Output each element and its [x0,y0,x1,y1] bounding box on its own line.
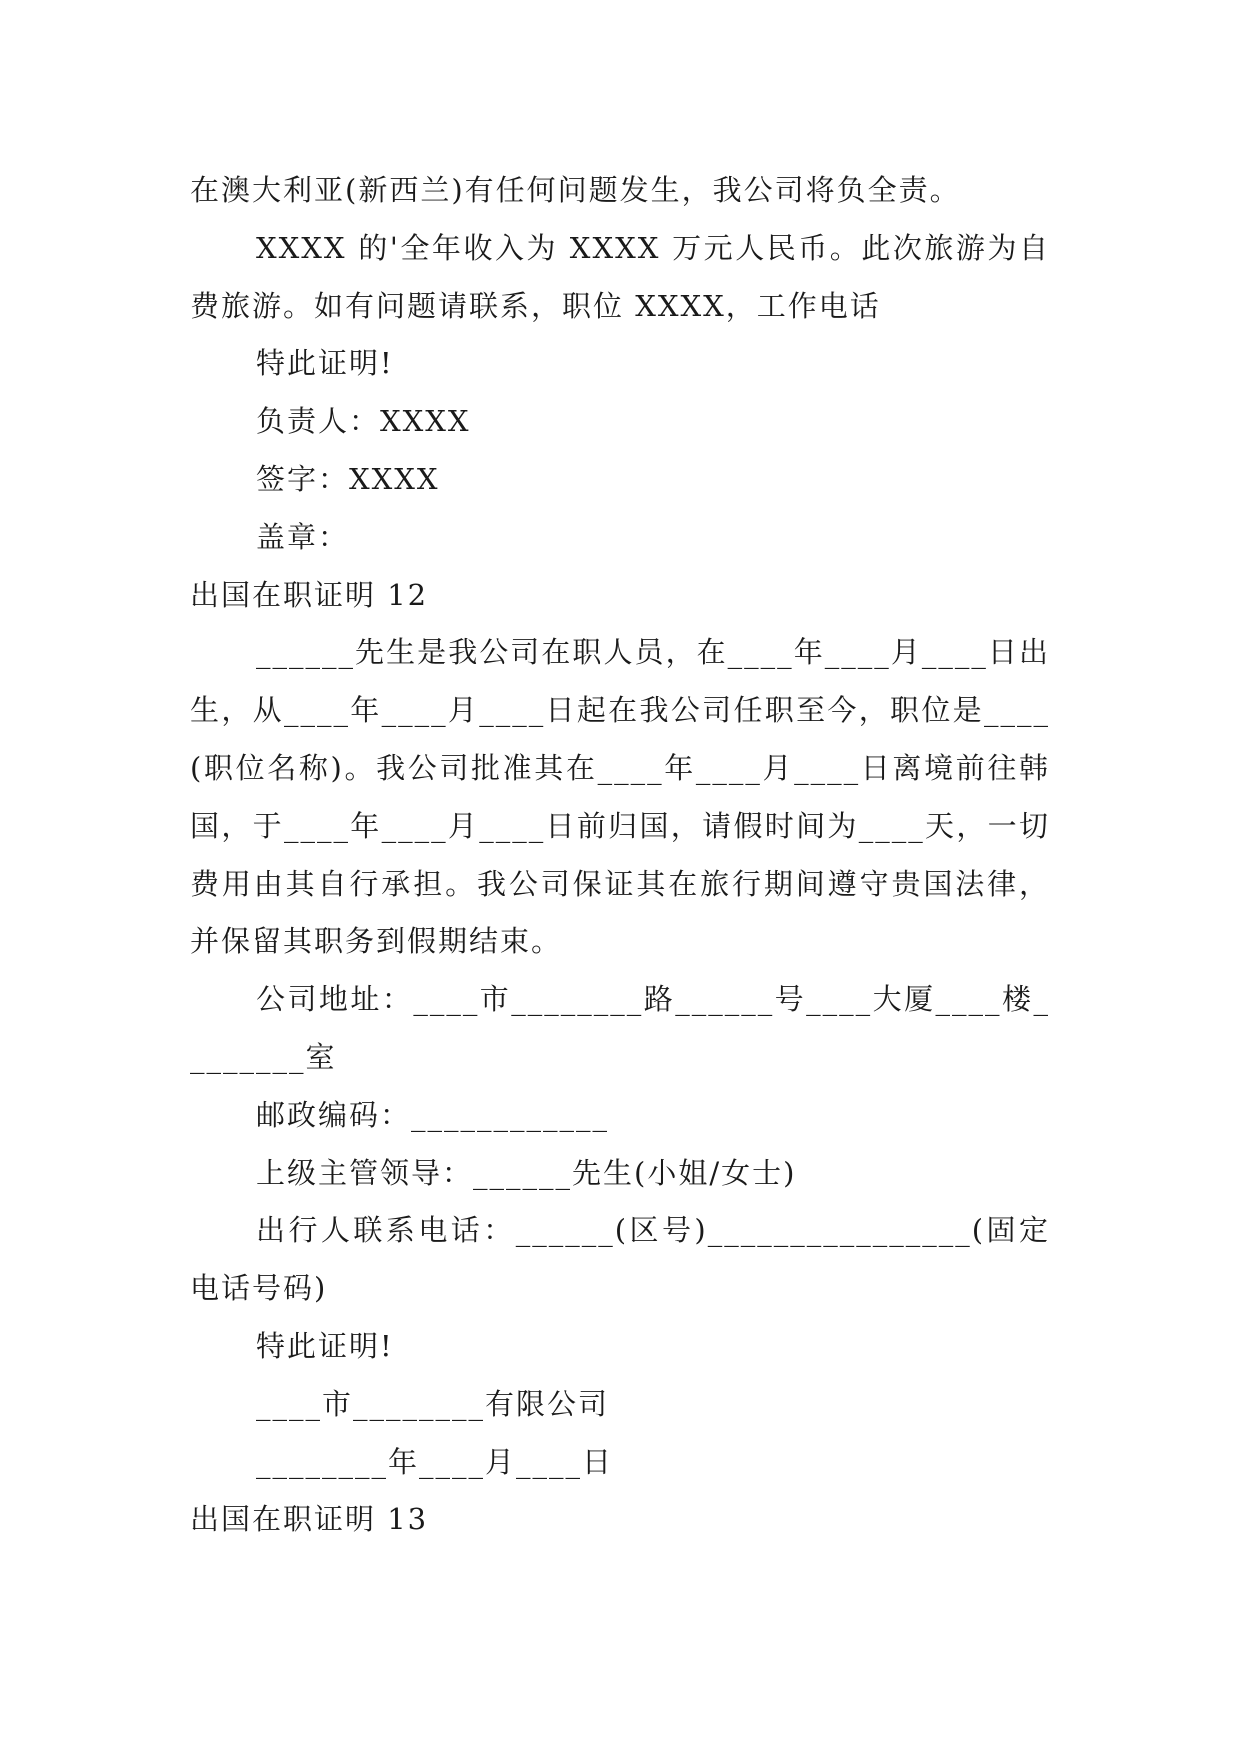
section-heading-13: 出国在职证明 13 [190,1502,429,1537]
paragraph-responsible-person: 负责人：XXXX [256,404,471,439]
paragraph-company-address: 公司地址：____市________路______号____大厦____楼________室 [190,982,1050,1074]
paragraph-company-name: ____市________有限公司 [256,1386,610,1421]
paragraph-certify-2: 特此证明! [256,1328,394,1363]
paragraph-certify: 特此证明! [256,346,394,381]
paragraph-responsibility: 在澳大利亚(新西兰)有任何问题发生，我公司将负全责。 [190,173,961,207]
paragraph-employment: ______先生是我公司在职人员，在____年____月____日出生，从____年____月____日起在我公司任职至今，职位是____(职位名称)。我公司批准其在____年____月____日离境前往韩国，于____年____月____日前归国，请假时间为____天，一切费用由其自行承担。我公司保证其在旅行期间遵守贵国法律，并保留其职务到假期结束。 [190,635,1050,959]
paragraph-income: XXXX 的'全年收入为 XXXX 万元人民币。此次旅游为自费旅游。如有问题请联系，职位 XXXX，工作电话 [190,230,1050,323]
paragraph-supervisor: 上级主管领导：______先生(小姐/女士) [256,1155,797,1190]
document-body [190,162,1050,1549]
paragraph-postal-code: 邮政编码：____________ [256,1097,610,1132]
paragraph-date: ________年____月____日 [256,1444,614,1479]
paragraph-signature: 签字：XXXX [256,461,440,496]
paragraph-contact-phone: 出行人联系电话：______(区号)________________(固定电话号码) [190,1213,1050,1306]
paragraph-seal: 盖章： [256,519,350,554]
section-heading-12: 出国在职证明 12 [190,577,429,612]
